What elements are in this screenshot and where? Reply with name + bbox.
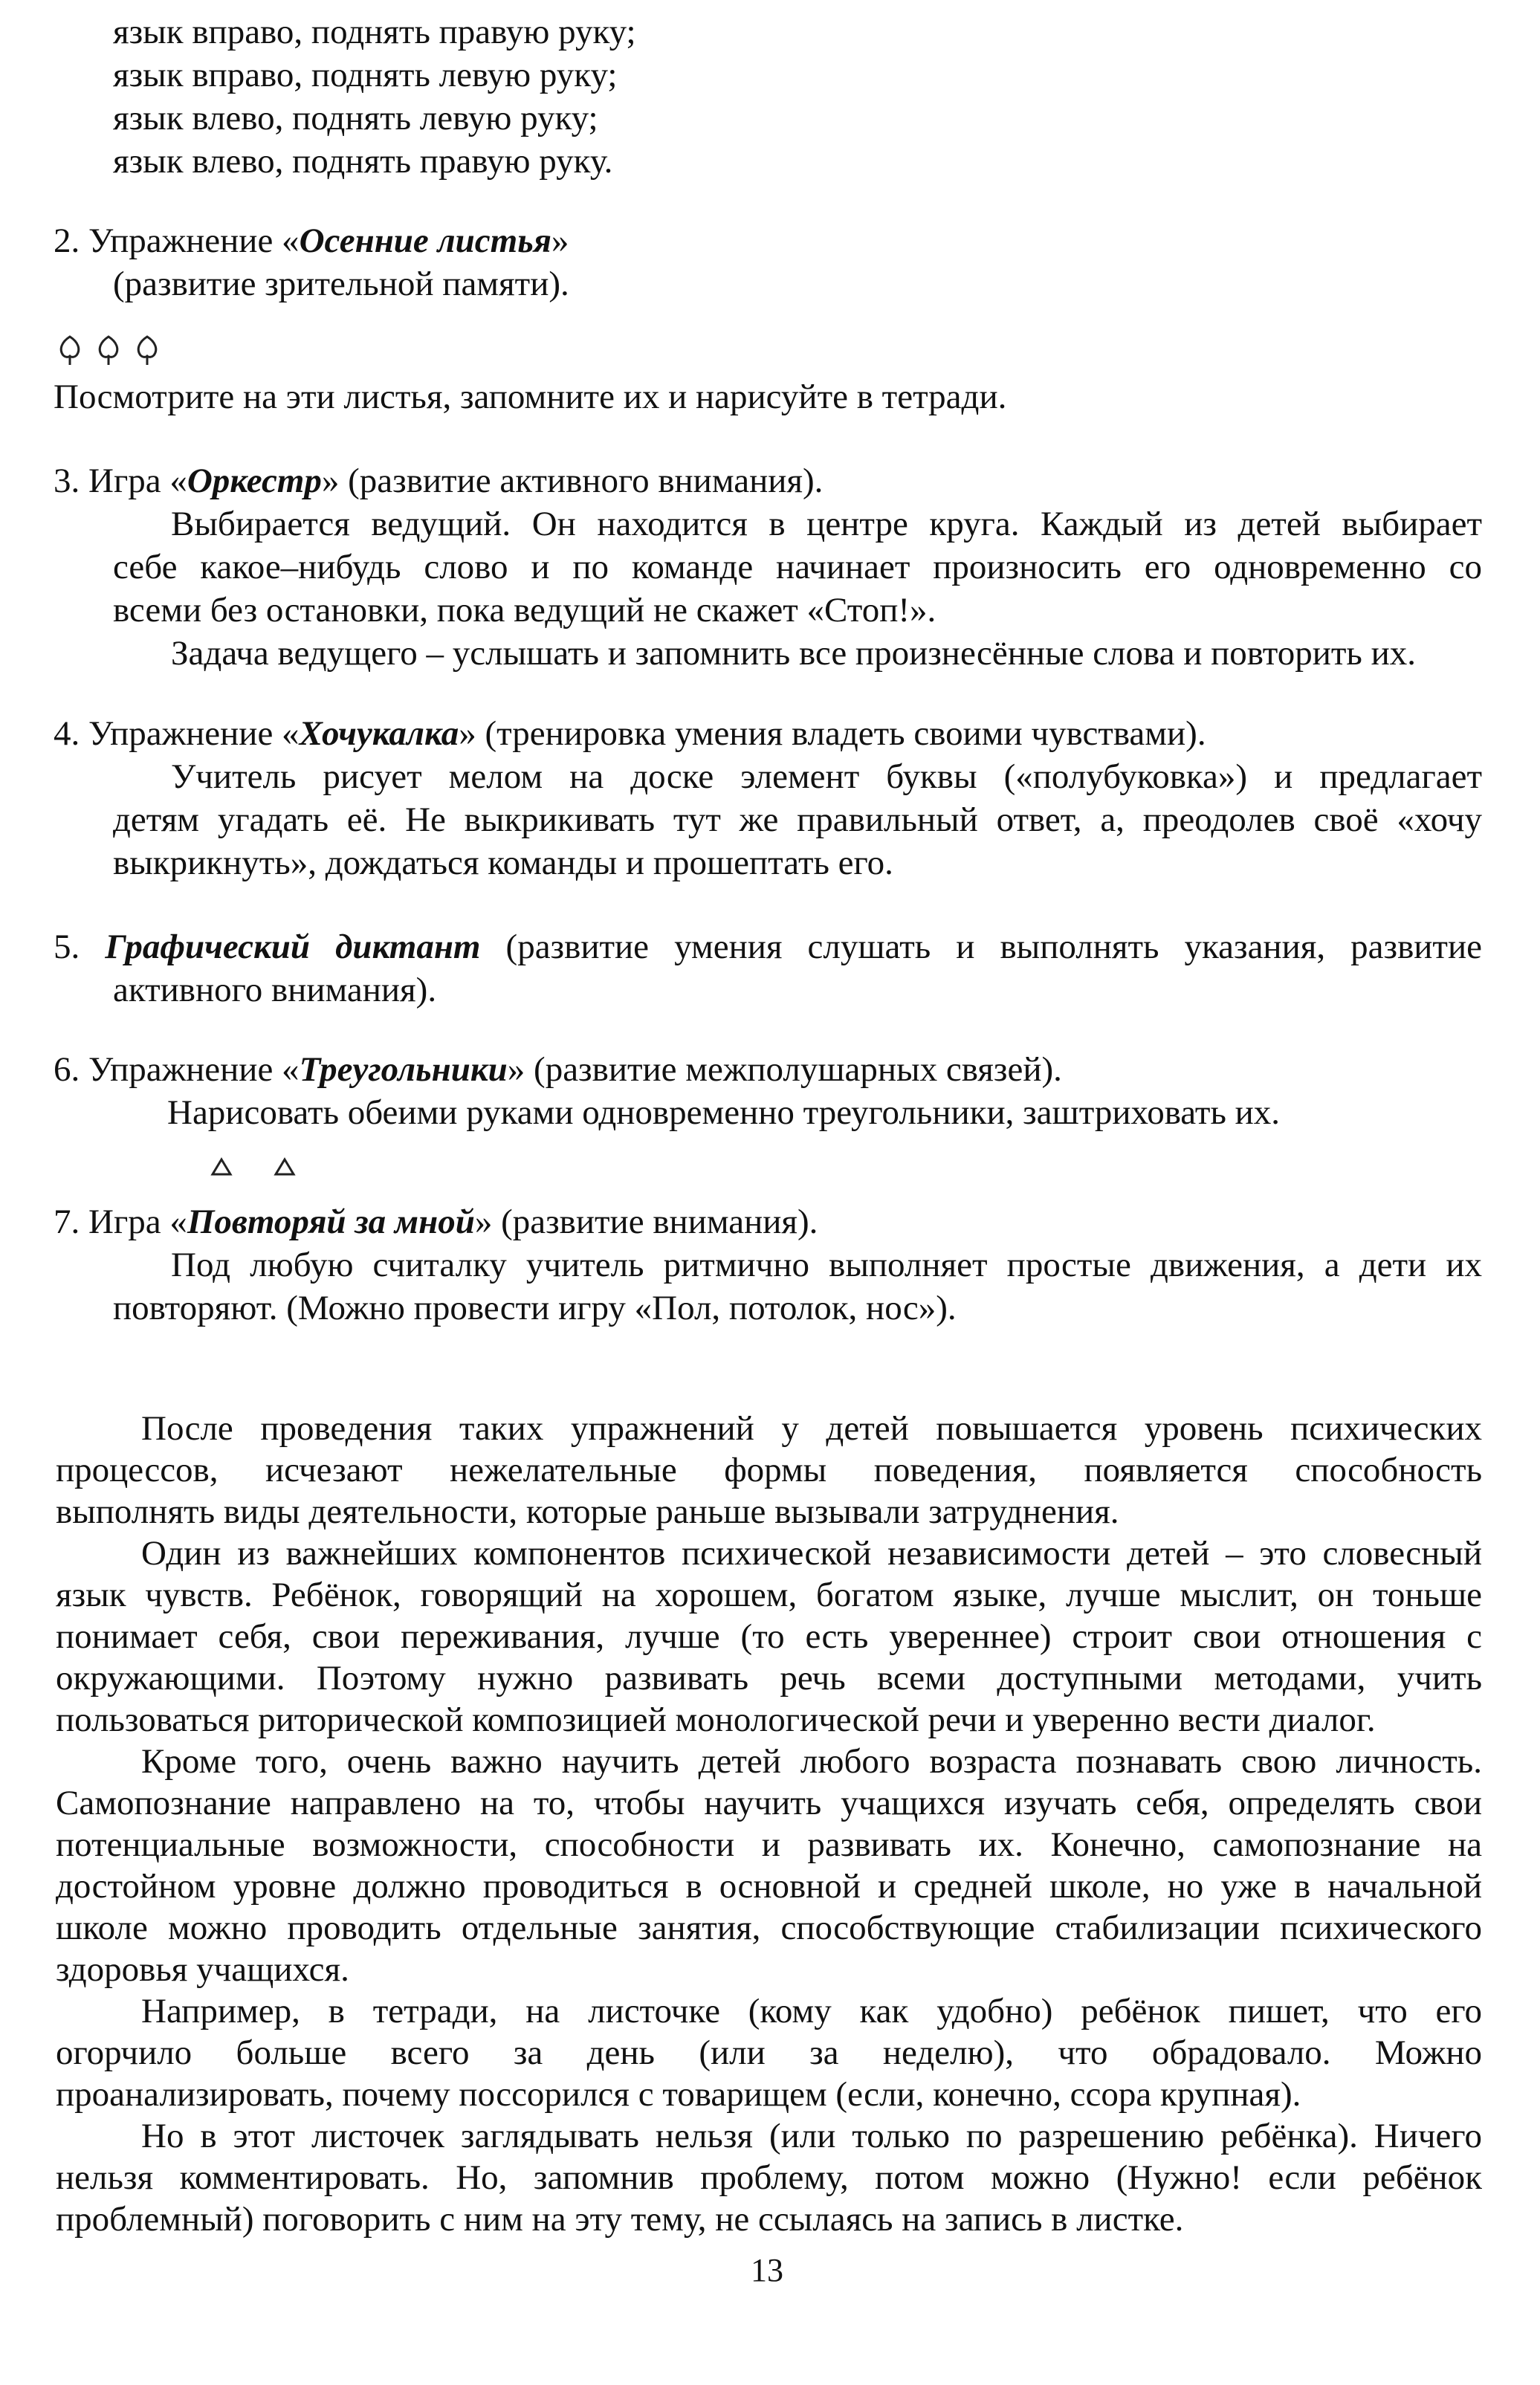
triangle-icon: [274, 1156, 296, 1177]
exercise-5-line: активного внимания).: [113, 971, 437, 1009]
exercise-3-line: всеми без остановки, пока ведущий не скажет «Стоп!».: [113, 591, 936, 630]
leaf-icon: [56, 334, 84, 367]
paragraph-line: проанализировать, почему поссорился с товарищем (если, конечно, ссора крупная).: [56, 2075, 1301, 2114]
exercise-6-heading: 6. Упражнение «Треугольники» (развитие межполушарных связей).: [54, 1050, 1062, 1089]
exercise-6-title: Треугольники: [299, 1050, 508, 1089]
paragraph-line: выполнять виды деятельности, которые раньше вызывали затруднения.: [56, 1492, 1119, 1531]
paragraph-line: потенциальные возможности, способности и развивать их. Конечно, самопознание на: [56, 1825, 1482, 1864]
page-number: 13: [751, 2252, 783, 2288]
exercise-7-heading: 7. Игра «Повторяй за мной» (развитие внимания).: [54, 1203, 818, 1241]
paragraph-line: школе можно проводить отдельные занятия, способствующие стабилизации психического: [56, 1909, 1482, 1947]
exercise-5-heading: 5. Графический диктант (развитие умения слушать и выполнять указания, развитие: [54, 928, 1482, 966]
intro-line: язык вправо, поднять правую руку;: [113, 13, 636, 51]
paragraph-line: понимает себя, свои переживания, лучше (то есть увереннее) строит свои отношения с: [56, 1617, 1482, 1656]
paragraph-line: Кроме того, очень важно научить детей любого возраста познавать свою личность.: [141, 1742, 1482, 1781]
exercise-4-line: выкрикнуть», дождаться команды и прошептать его.: [113, 844, 893, 882]
intro-line: язык влево, поднять правую руку.: [113, 142, 613, 181]
exercise-4-line: детям угадать её. Не выкрикивать тут же правильный ответ, а, преодолев своё «хочу: [113, 800, 1482, 839]
paragraph-line: Но в этот листочек заглядывать нельзя (или только по разрешению ребёнка). Ничего: [141, 2117, 1482, 2155]
exercise-7-line: Под любую считалку учитель ритмично выполняет простые движения, а дети их: [171, 1246, 1482, 1284]
exercise-7-line: повторяют. (Можно провести игру «Пол, потолок, нос»).: [113, 1289, 957, 1327]
exercise-3-line: себе какое–нибудь слово и по команде начинает произносить его одновременно со: [113, 548, 1482, 586]
intro-line: язык влево, поднять левую руку;: [113, 99, 598, 137]
exercise-3-heading: 3. Игра «Оркестр» (развитие активного внимания).: [54, 462, 824, 500]
leaf-icon: [133, 334, 161, 367]
exercise-4-title: Хочукалка: [299, 714, 459, 753]
paragraph-line: пользоваться риторической композицией монологической речи и уверенно вести диалог.: [56, 1700, 1376, 1739]
exercise-3-line: Выбирается ведущий. Он находится в центре круга. Каждый из детей выбирает: [171, 505, 1482, 543]
paragraph-line: огорчило больше всего за день (или за неделю), что обрадовало. Можно: [56, 2033, 1482, 2072]
exercise-2-heading: 2. Упражнение «Осенние листья»: [54, 221, 569, 260]
exercise-5-title: Графический диктант: [105, 928, 481, 966]
paragraph-line: Самопознание направлено на то, чтобы научить учащихся изучать себя, определять свои: [56, 1784, 1482, 1822]
intro-line: язык вправо, поднять левую руку;: [113, 56, 618, 94]
triangle-icon: [210, 1156, 233, 1177]
paragraph-line: проблемный) поговорить с ним на эту тему, не ссылаясь на запись в листке.: [56, 2200, 1184, 2239]
exercise-6-instruction: Нарисовать обеими руками одновременно треугольники, заштриховать их.: [167, 1093, 1281, 1132]
exercise-3-task: Задача ведущего – услышать и запомнить все произнесённые слова и повторить их.: [171, 634, 1416, 673]
paragraph-line: здоровья учащихся.: [56, 1950, 349, 1989]
exercise-2-desc: (развитие зрительной памяти).: [113, 265, 569, 303]
paragraph-line: язык чувств. Ребёнок, говорящий на хорошем, богатом языке, лучше мыслит, он тоньше: [56, 1576, 1482, 1614]
exercise-7-title: Повторяй за мной: [187, 1203, 475, 1241]
exercise-3-title: Оркестр: [187, 462, 322, 500]
exercise-2-instruction: Посмотрите на эти листья, запомните их и нарисуйте в тетради.: [54, 378, 1007, 416]
paragraph-line: нельзя комментировать. Но, запомнив проблему, потом можно (Нужно! если ребёнок: [56, 2158, 1482, 2197]
exercise-4-line: Учитель рисует мелом на доске элемент буквы («полубуковка») и предлагает: [171, 757, 1482, 796]
paragraph-line: окружающими. Поэтому нужно развивать речь всеми доступными методами, учить: [56, 1659, 1482, 1698]
paragraph-line: Один из важнейших компонентов психической независимости детей – это словесный: [141, 1534, 1482, 1573]
exercise-2-title: Осенние листья: [299, 221, 551, 260]
paragraph-line: Например, в тетради, на листочке (кому как удобно) ребёнок пишет, что его: [141, 1992, 1482, 2030]
leaf-icons: [56, 334, 161, 372]
paragraph-line: После проведения таких упражнений у детей повышается уровень психических: [141, 1409, 1482, 1448]
leaf-icon: [94, 334, 123, 367]
paragraph-line: процессов, исчезают нежелательные формы поведения, появляется способность: [56, 1451, 1482, 1489]
exercise-4-heading: 4. Упражнение «Хочукалка» (тренировка умения владеть своими чувствами).: [54, 714, 1206, 753]
paragraph-line: достойном уровне должно проводиться в основной и средней школе, но уже в начальной: [56, 1867, 1482, 1906]
